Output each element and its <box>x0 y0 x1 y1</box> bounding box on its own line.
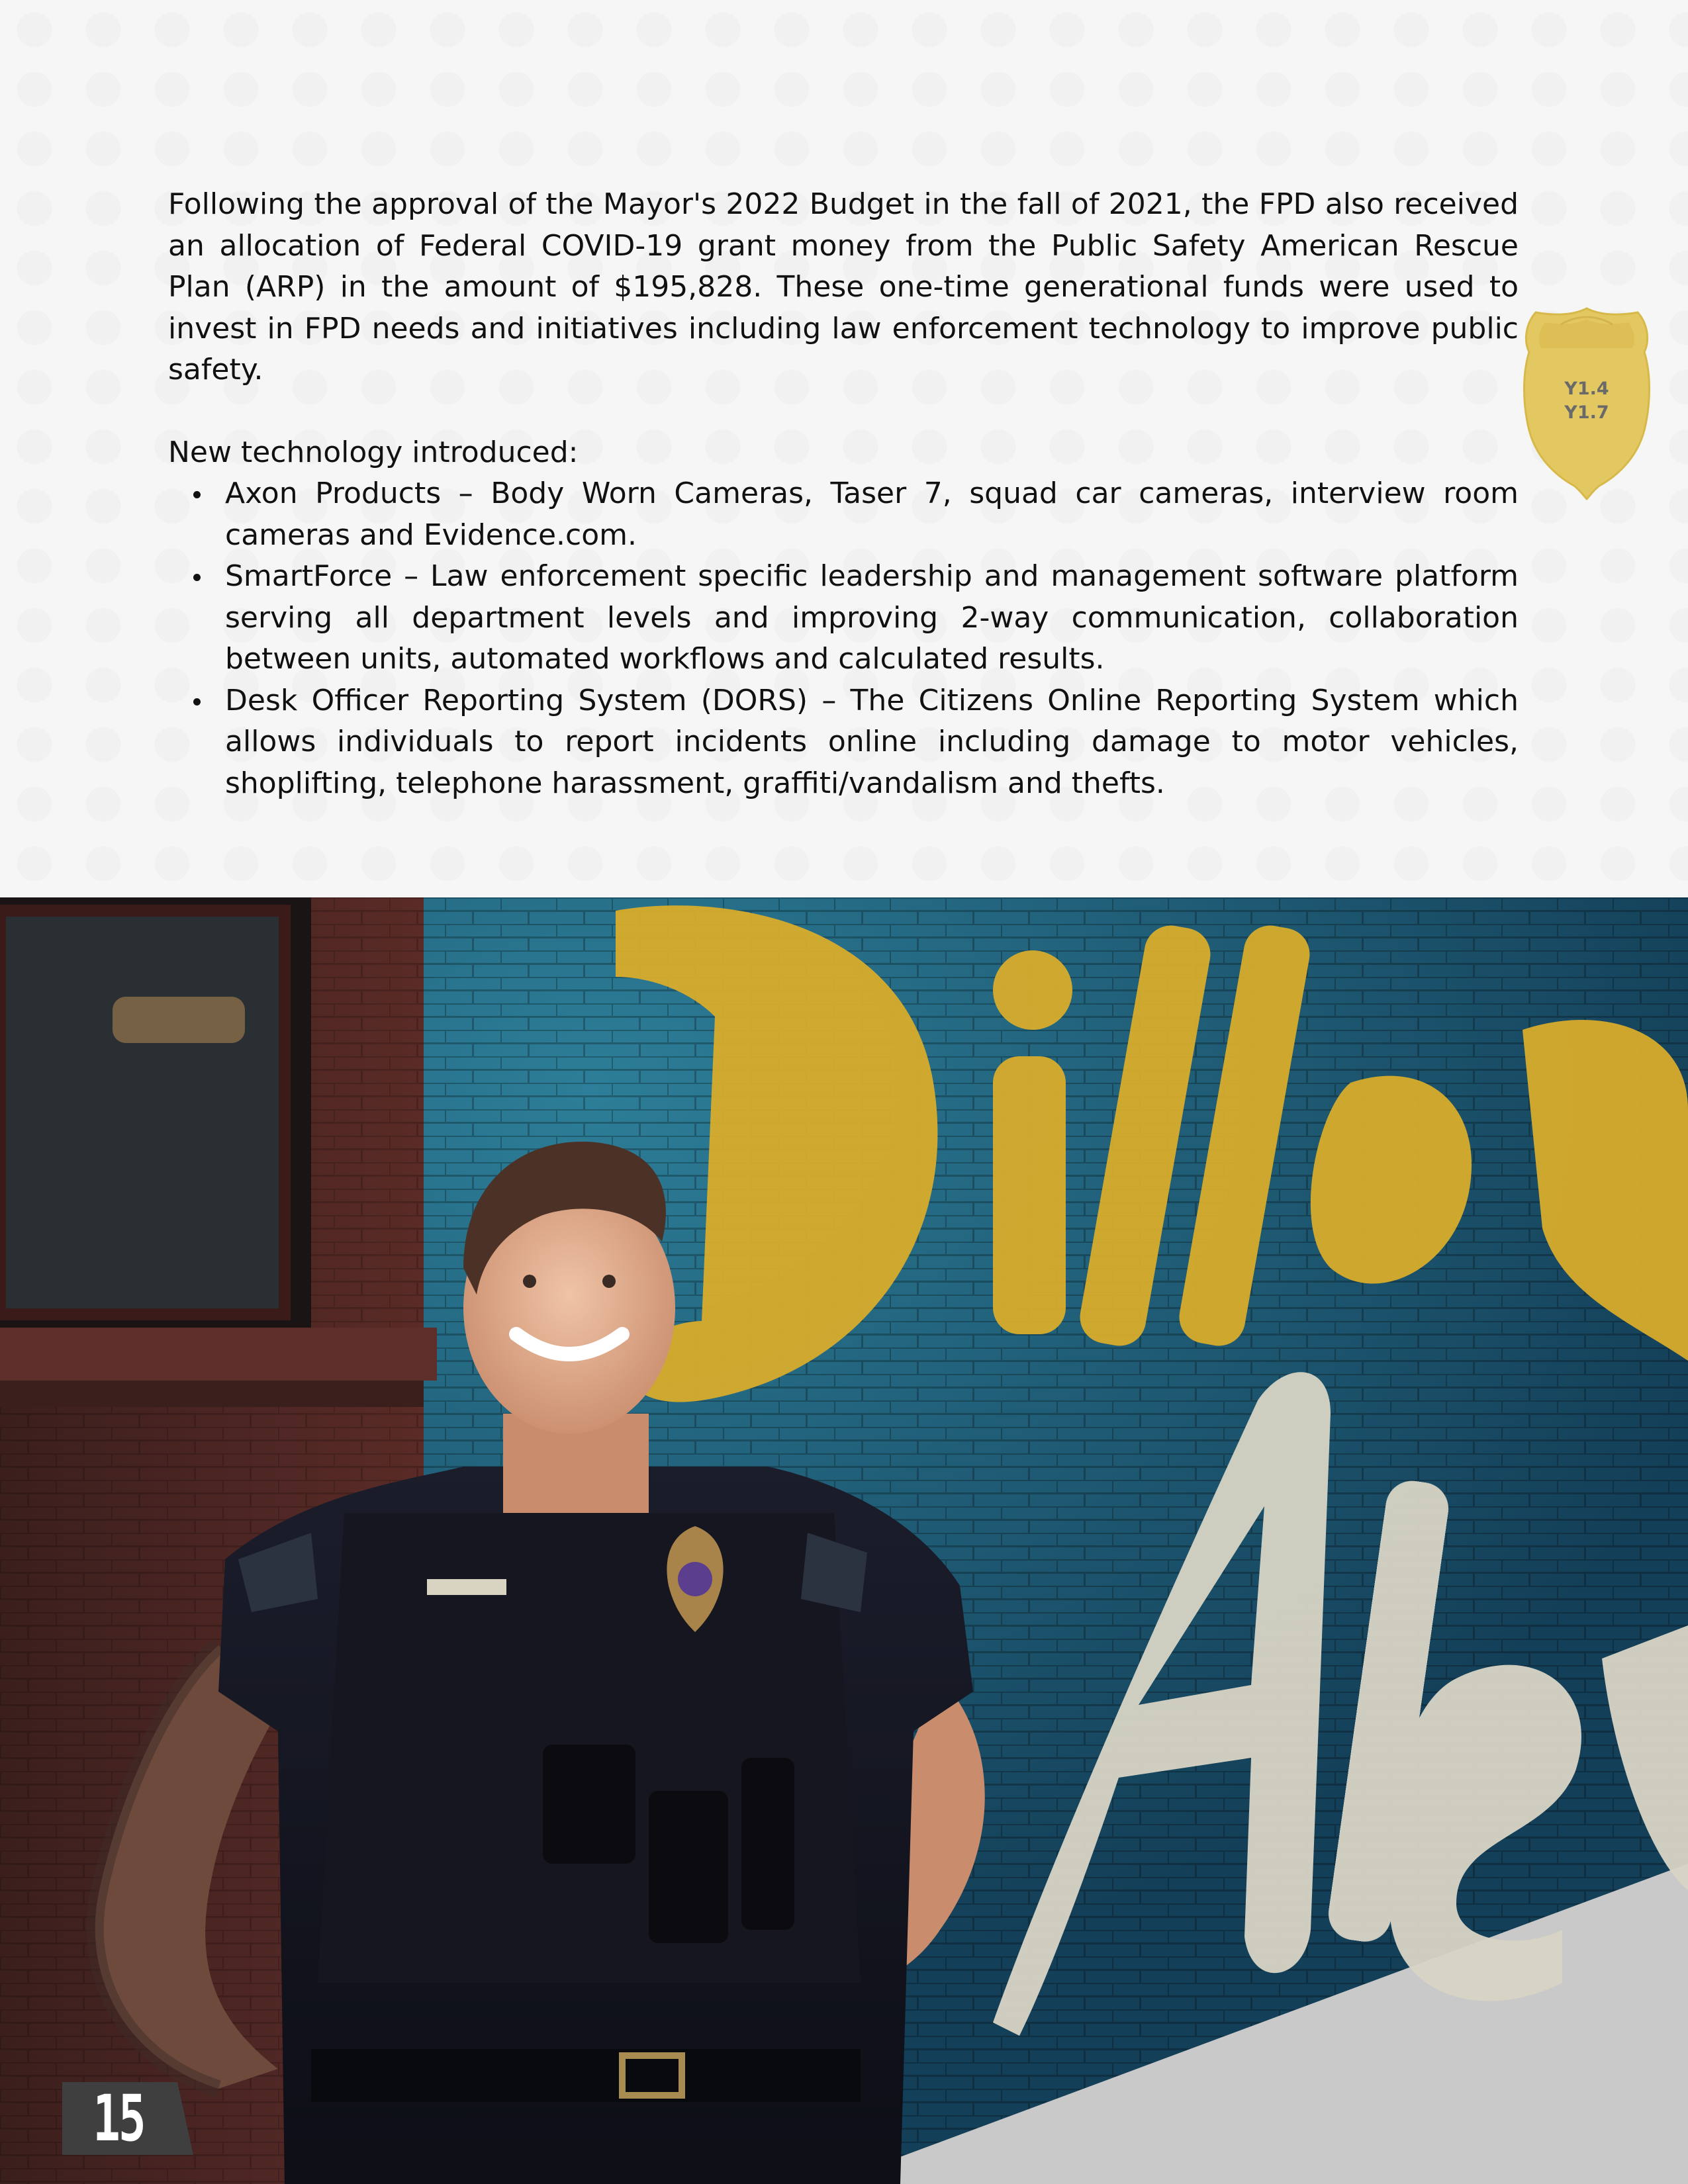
badge-code-1: Y1.4 <box>1564 379 1609 399</box>
intro-paragraph: Following the approval of the Mayor's 2022 Budget in the fall of 2021, the FPD also received an allocation of Federal COVID-19 grant money from the Public Safety American Rescue Plan (ARP) in the amount of $195,828. These one-time generational funds were used to invest in FPD needs and initiatives including law enforcement technology to improve public safety. <box>168 187 1519 387</box>
tech-heading: New technology introduced: <box>168 435 579 469</box>
officer-mural-photo <box>0 897 1688 2184</box>
tech-item-axon: Axon Products – Body Worn Cameras, Taser 7, squad car cameras, interview room cameras and Evidence.com. <box>225 473 1519 556</box>
officer-photo <box>0 897 1688 2184</box>
badge-code-2: Y1.7 <box>1564 402 1609 423</box>
page-number: 15 <box>93 2081 144 2156</box>
body-text <box>168 184 1519 804</box>
text-section <box>0 0 1688 897</box>
tech-list <box>168 473 1519 804</box>
badge-codes <box>1521 377 1652 425</box>
tech-item-dors: Desk Officer Reporting System (DORS) – The Citizens Online Reporting System which allows individuals to report incidents online including damage to motor vehicles, shoplifting, telephone harassment, graffiti/vandalism and thefts. <box>225 680 1519 805</box>
tech-item-smartforce: SmartForce – Law enforcement specific leadership and management software platform serving all department levels and improving 2-way communication, collaboration between units, automated workflows and calculated results. <box>225 556 1519 680</box>
